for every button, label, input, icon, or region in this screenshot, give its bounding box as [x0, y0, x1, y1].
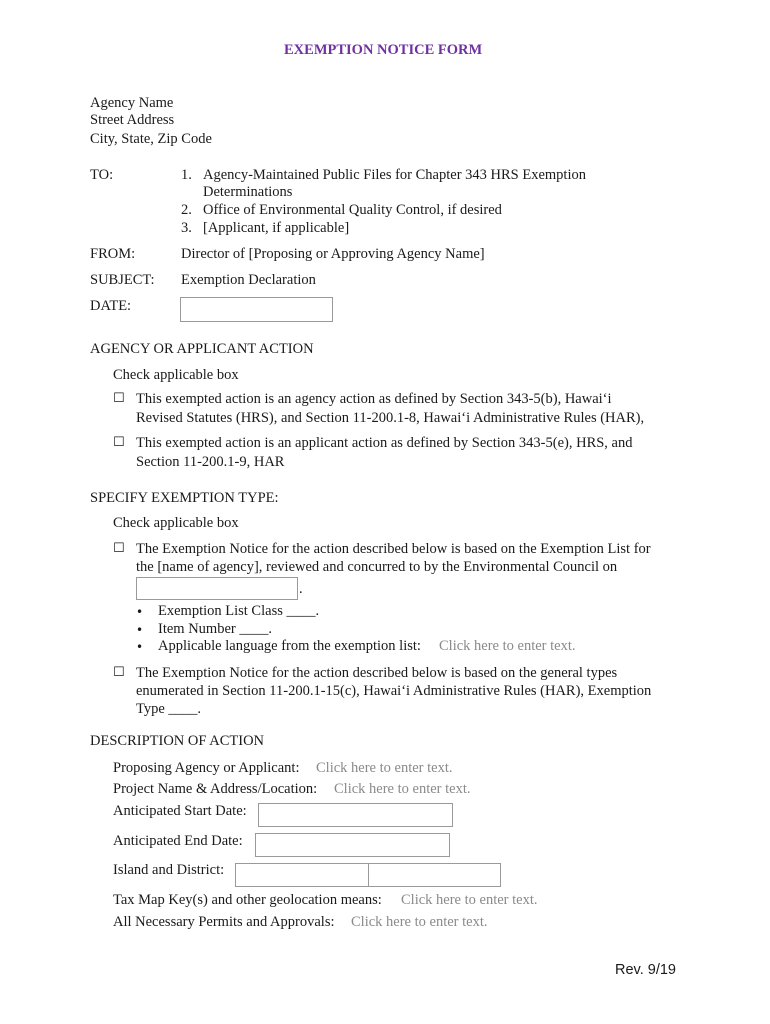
applicable-language-input[interactable]: Click here to enter text. [439, 638, 576, 654]
general-types-text-line3: Type ____. [136, 701, 202, 717]
from-value: Director of [Proposing or Approving Agency Name] [181, 246, 485, 262]
council-date-field[interactable] [136, 577, 298, 600]
to-item-2-text: Office of Environmental Quality Control, if desired [203, 202, 502, 218]
date-label: DATE: [90, 298, 132, 314]
date-field[interactable] [180, 297, 333, 322]
council-date-suffix: . [299, 581, 303, 597]
project-name-input[interactable]: Click here to enter text. [334, 781, 471, 797]
bullet-icon: • [136, 605, 144, 619]
tax-map-key-input[interactable]: Click here to enter text. [401, 892, 538, 908]
exemption-type-heading: SPECIFY EXEMPTION TYPE: [90, 490, 279, 506]
exemption-list-text-line1: The Exemption Notice for the action described below is based on the Exemption List for [136, 541, 651, 557]
from-label: FROM: [90, 246, 136, 262]
permits-input[interactable]: Click here to enter text. [351, 914, 488, 930]
applicable-language-item: Applicable language from the exemption list: [158, 638, 421, 654]
agency-action-text-line1: This exempted action is an agency action as defined by Section 343-5(b), Hawai‘i [136, 391, 612, 407]
applicant-action-text-line1: This exempted action is an applicant action as defined by Section 343-5(e), HRS, and [136, 435, 633, 451]
item-number-item: Item Number ____. [158, 621, 272, 637]
exemption-list-checkbox[interactable]: ☐ [113, 541, 125, 556]
revision-label: Rev. 9/19 [615, 962, 676, 978]
agency-action-checkbox[interactable]: ☐ [113, 391, 125, 406]
to-item-3-number: 3. [181, 220, 192, 236]
applicant-action-text-line2: Section 11-200.1-9, HAR [136, 454, 285, 470]
subject-label: SUBJECT: [90, 272, 155, 288]
agency-action-text-line2: Revised Statutes (HRS), and Section 11-200.1-8, Hawai‘i Administrative Rules (HAR), [136, 410, 645, 426]
general-types-text-line1: The Exemption Notice for the action described below is based on the general types [136, 665, 618, 681]
subject-value: Exemption Declaration [181, 272, 316, 288]
page-title: EXEMPTION NOTICE FORM [284, 42, 483, 58]
permits-label: All Necessary Permits and Approvals: [113, 914, 335, 930]
description-heading: DESCRIPTION OF ACTION [90, 733, 265, 749]
agency-street: Street Address [90, 112, 175, 128]
bullet-icon: • [136, 640, 144, 654]
to-item-1-number: 1. [181, 167, 192, 183]
to-item-2-number: 2. [181, 202, 192, 218]
start-date-label: Anticipated Start Date: [113, 803, 247, 819]
agency-action-instruction: Check applicable box [113, 367, 239, 383]
district-field[interactable] [368, 863, 501, 887]
bullet-icon: • [136, 623, 144, 637]
start-date-field[interactable] [258, 803, 453, 827]
to-item-3-text: [Applicant, if applicable] [203, 220, 350, 236]
end-date-label: Anticipated End Date: [113, 833, 243, 849]
to-item-1-continuation: Determinations [203, 184, 293, 200]
to-label: TO: [90, 167, 114, 183]
applicant-action-checkbox[interactable]: ☐ [113, 435, 125, 450]
to-item-1-text: Agency-Maintained Public Files for Chapter 343 HRS Exemption [203, 167, 586, 183]
general-types-checkbox[interactable]: ☐ [113, 665, 125, 680]
project-name-label: Project Name & Address/Location: [113, 781, 318, 797]
agency-name: Agency Name [90, 95, 174, 111]
proposing-agency-input[interactable]: Click here to enter text. [316, 760, 453, 776]
tax-map-key-label: Tax Map Key(s) and other geolocation means: [113, 892, 382, 908]
agency-action-heading: AGENCY OR APPLICANT ACTION [90, 341, 314, 357]
general-types-text-line2: enumerated in Section 11-200.1-15(c), Hawai‘i Administrative Rules (HAR), Exemption [136, 683, 652, 699]
exemption-list-text-line2: the [name of agency], reviewed and concurred to by the Environmental Council on [136, 559, 618, 575]
proposing-agency-label: Proposing Agency or Applicant: [113, 760, 300, 776]
island-field[interactable] [235, 863, 369, 887]
end-date-field[interactable] [255, 833, 450, 857]
island-district-label: Island and District: [113, 862, 225, 878]
agency-city: City, State, Zip Code [90, 131, 212, 147]
exemption-class-item: Exemption List Class ____. [158, 603, 320, 619]
exemption-type-instruction: Check applicable box [113, 515, 239, 531]
